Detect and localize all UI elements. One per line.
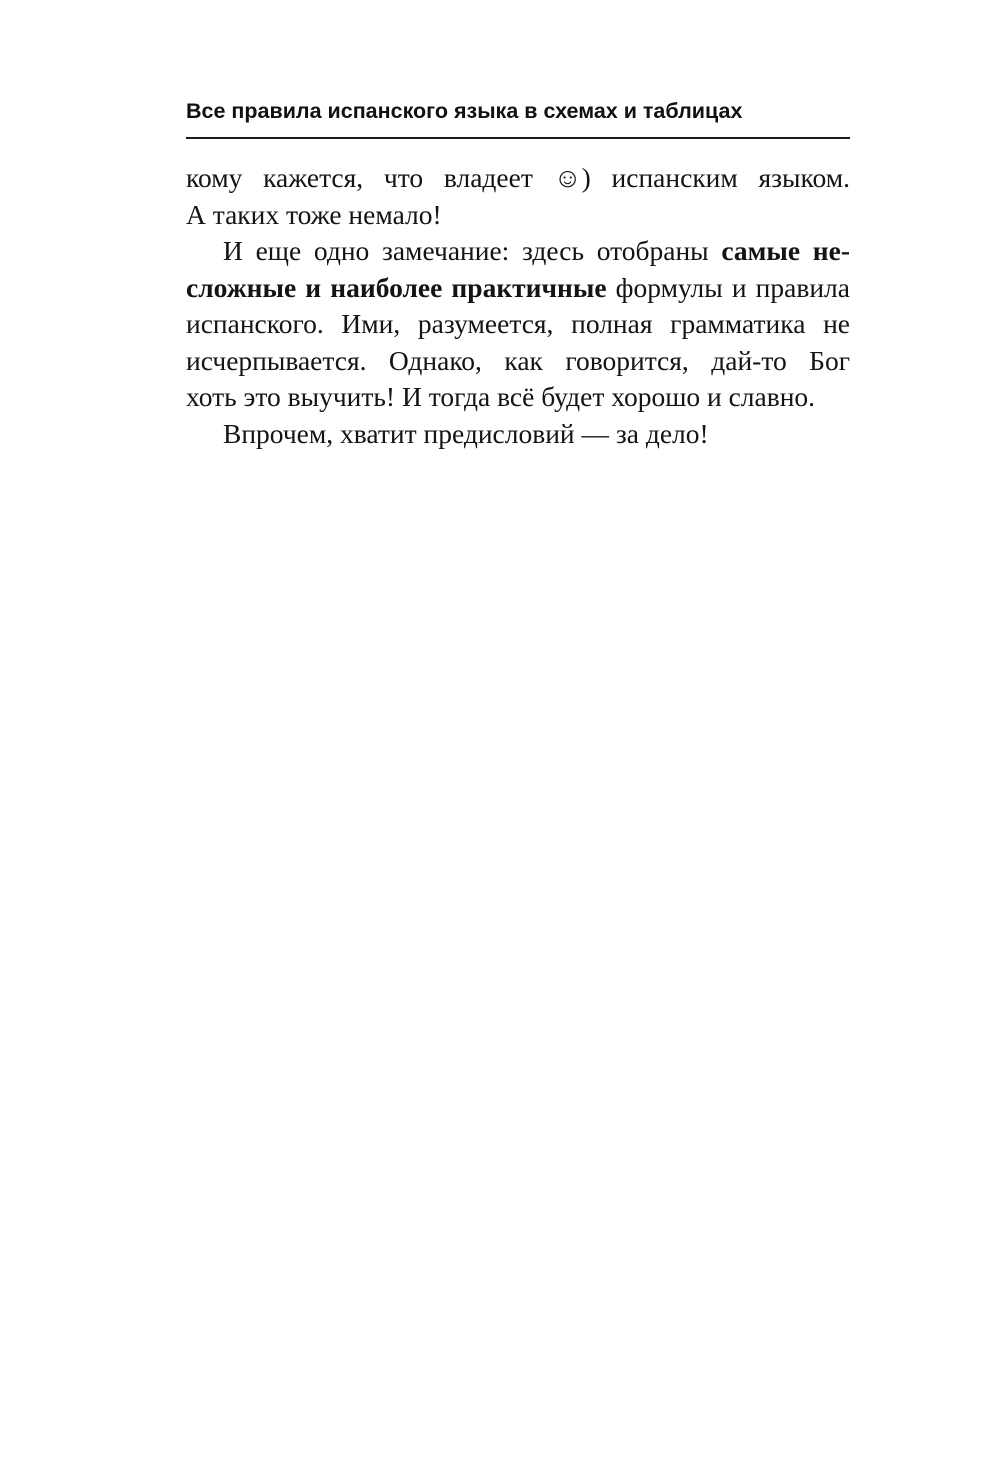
- text-line: исчерпывается. Однако, как говорится, дай-то Бог: [186, 344, 850, 376]
- text-line: [186, 270, 850, 307]
- text-line: кому кажется, что владеет ☺) испанским языком.: [186, 162, 850, 193]
- running-head: Все правила испанского языка в схемах и таблицах: [186, 99, 743, 123]
- body-text: [186, 160, 850, 452]
- paragraph: [186, 416, 850, 453]
- bold-text-run: сложные и наиболее практичные: [186, 271, 607, 303]
- text-run: формулы и правила: [606, 271, 850, 303]
- text-line: испанского. Ими, разумеется, полная грамматика не: [186, 308, 850, 339]
- text-line: [186, 233, 850, 270]
- text-run: И еще одно замечание: здесь отобраны: [223, 235, 722, 266]
- paragraph: [186, 160, 850, 233]
- text-line: Впрочем, хватит предисловий — за дело!: [223, 417, 709, 449]
- text-line: А таких тоже немало!: [186, 198, 442, 230]
- paragraph: [186, 233, 850, 416]
- text-line: хоть это выучить! И тогда всё будет хорошо и славно.: [186, 381, 816, 412]
- running-head-rule: [186, 137, 850, 139]
- bold-text-run: самые не-: [721, 235, 850, 266]
